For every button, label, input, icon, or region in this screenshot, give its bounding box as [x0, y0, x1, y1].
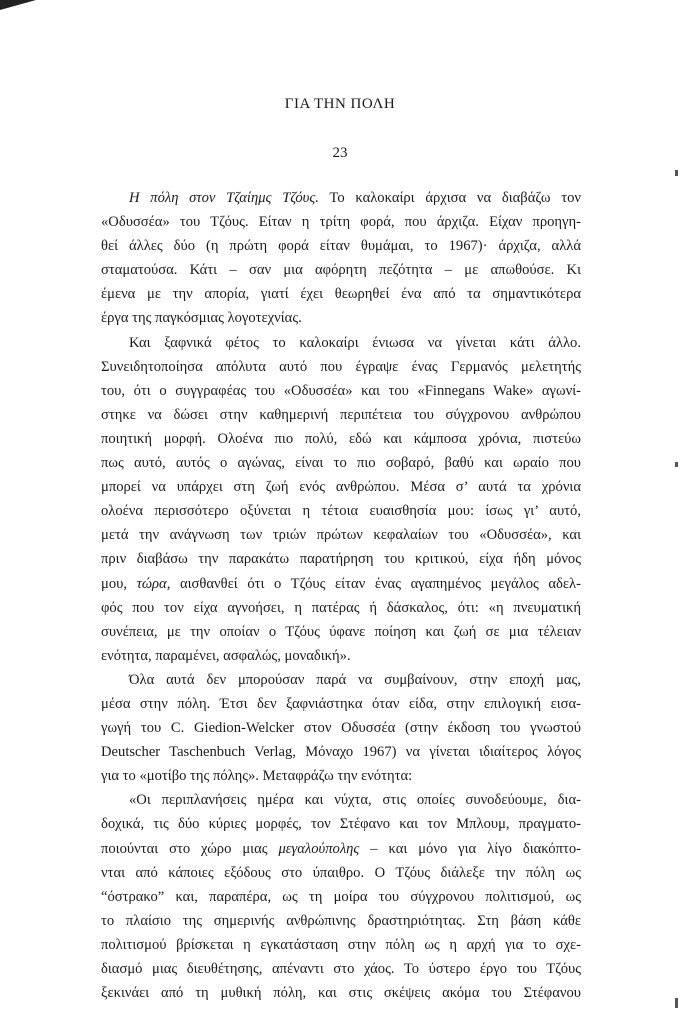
text-line: Όλα αυτά δεν μπορούσαν παρά να συμβαίνουν, στην εποχή μας,: [129, 671, 581, 688]
body-text: [101, 186, 581, 1005]
text-line: «Οδυσσέα» του Τζόυς. Είταν η τρίτη φορά, που άρχιζα. Είχαν προηγη-: [101, 214, 581, 231]
text-line: ενότητα, παραμένει, ασφαλώς, μοναδική».: [101, 647, 351, 664]
text-line: έμενα με την απορία, γιατί έχει θεωρηθεί ένα από τα σημαντικότερα: [101, 286, 581, 303]
scan-edge-mark: [675, 170, 678, 176]
text-line: σταματούσα. Κάτι – σαν μια αφόρητη πεζότητα – με απωθούσε. Κι: [101, 262, 581, 279]
text-line: γωγή του C. Giedion-Welcker στον Οδυσσέα (στην έκδοση του γνωστού: [101, 720, 581, 737]
text-line: μετά την ανάγνωση των τριών πρώτων κεφαλαίων του «Οδυσσέα», και: [101, 527, 581, 544]
running-title: ΓΙΑ ΤΗΝ ΠΟΛΗ: [284, 96, 396, 112]
text-line: συνέπεια, με την οποίαν ο Τζόυς ύφανε ποίηση και ζωή σε μια τέλειαν: [101, 623, 581, 640]
text-line: έργα της παγκόσμιας λογοτεχνίας.: [101, 310, 302, 327]
text-line: μπορεί να υπάρχει στη ζωή ενός ανθρώπου. Μέσα σ’ αυτά τα χρόνια: [101, 479, 581, 496]
text-line: ξεκινάει από τη μυθική πόλη, και στις σκέψεις ακόμα του Στέφανου: [101, 985, 581, 1002]
scan-edge-mark: [675, 998, 678, 1008]
text-line: θεί άλλες δύο (η πρώτη φορά είταν θυμάμαι, το 1967)· άρχιζα, αλλά: [101, 238, 581, 255]
text-line: διασμό μιας διευθέτησης, απέναντι στο χάος. Το ύστερο έργο του Τζόυς: [101, 961, 581, 977]
text-line: Η πόλη στον Τζαίημς Τζόυς. Το καλοκαίρι άρχισα να διαβάζω τον: [129, 190, 581, 206]
text-line: ποιητική μορφή. Ολοένα πιο πολύ, εδώ και κάμποσα χρόνια, πιστεύω: [101, 430, 581, 447]
text-line: «Οι περιπλανήσεις ημέρα και νύχτα, στις οποίες συνοδεύουμε, δια-: [129, 792, 581, 809]
text-line: για το «μοτίβο της πόλης». Μεταφράζω την ενότητα:: [101, 768, 413, 785]
scan-corner-mark: [0, 0, 36, 10]
page-number: 23: [332, 145, 348, 161]
text-line: Συνειδητοποίησα απόλυτα αυτό που έγραψε ένας Γερμανός μελετητής: [101, 358, 581, 375]
text-line: το πλαίσιο της σημερινής ανθρώπινης δραστηριότητας. Στη βάση κάθε: [101, 912, 581, 929]
text-line: στηκε να δώσει στην καθημερινή περιπέτεια του σύγχρονου ανθρώπου: [101, 406, 581, 423]
text-line: Και ξαφνικά φέτος το καλοκαίρι ένιωσα να γίνεται κάτι άλλο.: [129, 334, 581, 351]
text-line: ποιούνται στο χώρο μιας μεγαλούπολης – και μόνο για λίγο διακόπτο-: [101, 840, 581, 857]
text-line: Deutscher Taschenbuch Verlag, Μόναχο 1967) να γίνεται ιδιαίτερος λόγος: [101, 744, 581, 761]
text-line: μου, τώρα, αισθανθεί ότι ο Τζόυς είταν ένας αγαπημένος μεγάλος αδελ-: [101, 575, 581, 592]
text-line: φός που τον είχα αγνοήσει, η πατέρας ή δάσκαλος, ότι: «η πνευματική: [101, 599, 581, 616]
text-line: δοχικά, τις δύο κύριες μορφές, τον Στέφανο και τον Μπλουμ, πραγματο-: [101, 816, 581, 833]
text-line: πολιτισμού βρίσκεται η εγκατάσταση στην πόλη ως η αρχή για το σχε-: [101, 936, 581, 953]
text-line: μέσα στην πόλη. Έτσι δεν ξαφνιάστηκα όταν είδα, στην επιλογική εισα-: [101, 695, 581, 712]
scan-edge-mark: [675, 462, 678, 467]
text-line: πως αυτό, αυτός ο αγώνας, είναι το πιο σοβαρό, βαθύ και ωραίο που: [101, 455, 581, 472]
text-line: του, ότι ο συγγραφέας του «Οδυσσέα» και του «Finnegans Wake» αγωνί-: [101, 382, 581, 399]
text-line: νται από κάποιες εξόδους στο ύπαιθρο. Ο Τζόυς διάλεξε την πόλη ως: [101, 864, 581, 881]
text-line: “όστρακο” και, παραπέρα, ως τη μοίρα του σύγχρονου πολιτισμού, ως: [101, 888, 581, 905]
text-line: πριν διαβάσω την παρακάτω παρατήρηση του κριτικού, είχα ήδη μόνος: [101, 551, 581, 568]
text-line: ολοένα περισσότερο οξύνεται η τέτοια ευαισθησία μου: ίσως γι’ αυτό,: [101, 503, 581, 520]
